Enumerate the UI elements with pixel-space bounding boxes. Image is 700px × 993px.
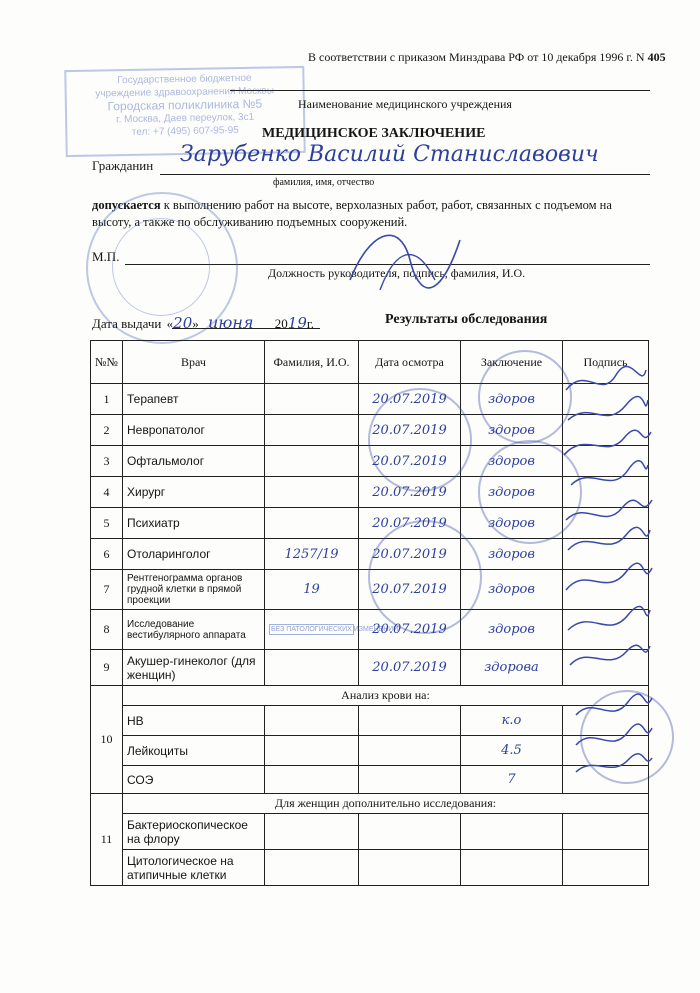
women-signature: [563, 814, 649, 850]
header-doctor: Врач: [123, 341, 265, 384]
row-fio: [265, 477, 359, 508]
document-title: МЕДИЦИНСКОЕ ЗАКЛЮЧЕНИЕ: [262, 126, 486, 141]
row-date: 20.07.2019: [359, 415, 461, 446]
stamp-line-4: г. Москва, Даев переулок, 3с1: [116, 111, 255, 126]
row-num: 10: [91, 686, 123, 794]
row-date: 20.07.2019: [359, 384, 461, 415]
stamp-line-1: Государственное бюджетное: [117, 72, 252, 87]
women-date: [359, 814, 461, 850]
women-title: Для женщин дополнительно исследования:: [123, 794, 649, 814]
admission-bold: допускается: [92, 198, 161, 212]
header-fio: Фамилия, И.О.: [265, 341, 359, 384]
women-result: [461, 814, 563, 850]
row-num: 4: [91, 477, 123, 508]
order-reference: [308, 50, 666, 65]
row-doctor: Хирург: [123, 477, 265, 508]
stamp-line-2: учреждение здравоохранения Москвы: [95, 85, 275, 100]
citizen-name: Зарубенко Василий Станиславович: [180, 142, 599, 167]
row-date: 20.07.2019: [359, 610, 461, 650]
row-result: здоров: [461, 539, 563, 570]
row-result: здоров: [461, 477, 563, 508]
issue-label: Дата выдачи: [92, 316, 162, 331]
women-name: Бактериоскопическое на флору: [123, 814, 265, 850]
women-result: [461, 850, 563, 886]
row-fio: [265, 446, 359, 477]
row-result: здорова: [461, 650, 563, 686]
blood-value: 7: [461, 766, 563, 794]
issue-year-suffix: 19: [287, 314, 307, 332]
blood-date: [359, 706, 461, 736]
row-date: 20.07.2019: [359, 570, 461, 610]
blood-date: [359, 766, 461, 794]
issue-date: Дата выдачи «20» июня 2019г.: [92, 313, 314, 332]
issue-month: июня: [208, 313, 254, 332]
row-doctor: Исследование вестибулярного аппарата: [123, 610, 265, 650]
mp-label: М.П.: [92, 249, 120, 264]
issue-day: 20: [173, 314, 193, 332]
women-row: [91, 814, 649, 850]
row-fio: 1257/19: [265, 539, 359, 570]
order-number: 405: [647, 50, 666, 64]
doctor-seal: [368, 388, 472, 492]
blood-name: СОЭ: [123, 766, 265, 794]
head-signature: [340, 210, 470, 310]
doctor-seal: [368, 520, 482, 634]
header-num: №№: [91, 341, 123, 384]
admission-rest: к выполнению работ на высоте, верхолазных работ, работ, связанных с подъемом на высоту, а также по обслуживанию подъемных сооружений.: [92, 198, 612, 229]
blood-value: к.о: [461, 706, 563, 736]
row-fio: [265, 508, 359, 539]
institution-round-seal-inner: [112, 218, 210, 316]
row-fio: 19: [265, 570, 359, 610]
row-date: 20.07.2019: [359, 508, 461, 539]
stamp-line-3: Городская поликлиника №5: [107, 96, 263, 114]
row-num: 5: [91, 508, 123, 539]
header-result: Заключение: [461, 341, 563, 384]
row-date: 20.07.2019: [359, 539, 461, 570]
row-num: 11: [91, 794, 123, 886]
women-title-row: [91, 794, 649, 814]
row-date: 20.07.2019: [359, 477, 461, 508]
row-doctor: Отоларинголог: [123, 539, 265, 570]
row-result: здоров: [461, 570, 563, 610]
institution-caption: Наименование медицинского учреждения: [298, 97, 512, 111]
row-num: 8: [91, 610, 123, 650]
citizen-caption: фамилия, имя, отчество: [273, 177, 375, 188]
row-result: здоров: [461, 610, 563, 650]
row-result: здоров: [461, 384, 563, 415]
row-doctor: Невропатолог: [123, 415, 265, 446]
women-date: [359, 850, 461, 886]
blood-fio: [265, 736, 359, 766]
row-doctor: Психиатр: [123, 508, 265, 539]
row-fio: [265, 384, 359, 415]
row-num: 2: [91, 415, 123, 446]
row-date: 20.07.2019: [359, 650, 461, 686]
issue-year-end: г.: [306, 316, 314, 331]
row-doctor: Офтальмолог: [123, 446, 265, 477]
stamp-line-5: тел: +7 (495) 607-95-95: [131, 125, 239, 138]
signatures-scribble: [556, 360, 656, 780]
row-fio: [265, 415, 359, 446]
order-reference-text: В соответствии с приказом Минздрава РФ от 10 декабря 1996 г. N: [308, 50, 645, 64]
row-num: 7: [91, 570, 123, 610]
issue-year-prefix: 20: [274, 316, 288, 331]
row-num: 9: [91, 650, 123, 686]
blood-fio: [265, 766, 359, 794]
blood-value: 4.5: [461, 736, 563, 766]
blood-date: [359, 736, 461, 766]
row-num: 1: [91, 384, 123, 415]
institution-line: [230, 90, 650, 91]
results-title: Результаты обследования: [385, 312, 548, 327]
blood-title: Анализ крови на:: [123, 686, 649, 706]
row-fio: [265, 610, 399, 650]
header-date: Дата осмотра: [359, 341, 461, 384]
issue-open-quote: «: [166, 316, 174, 331]
inline-stamp: БЕЗ ПАТОЛОГИЧЕСКИХ ИЗМЕНЕНИЙ: [271, 626, 399, 633]
row-date: 20.07.2019: [359, 446, 461, 477]
citizen-label: Гражданин: [92, 158, 154, 173]
blood-name: Лейкоциты: [123, 736, 265, 766]
women-name: Цитологическое на атипичные клетки: [123, 850, 265, 886]
row-fio: [265, 650, 359, 686]
issue-line: [172, 328, 320, 329]
women-row: [91, 850, 649, 886]
women-fio: [265, 850, 359, 886]
row-result: здоров: [461, 446, 563, 477]
row-doctor: Акушер-гинеколог (для женщин): [123, 650, 265, 686]
row-doctor: Рентгенограмма органов грудной клетки в прямой проекции: [123, 570, 265, 610]
citizen-line: [160, 174, 650, 175]
mp-caption: Должность руководителя, подпись, фамилия, И.О.: [268, 266, 526, 280]
women-fio: [265, 814, 359, 850]
row-result: здоров: [461, 508, 563, 539]
row-doctor: Терапевт: [123, 384, 265, 415]
header-signature: Подпись: [563, 341, 649, 384]
women-signature: [563, 850, 649, 886]
blood-name: НВ: [123, 706, 265, 736]
row-result: здоров: [461, 415, 563, 446]
row-num: 6: [91, 539, 123, 570]
blood-fio: [265, 706, 359, 736]
row-num: 3: [91, 446, 123, 477]
